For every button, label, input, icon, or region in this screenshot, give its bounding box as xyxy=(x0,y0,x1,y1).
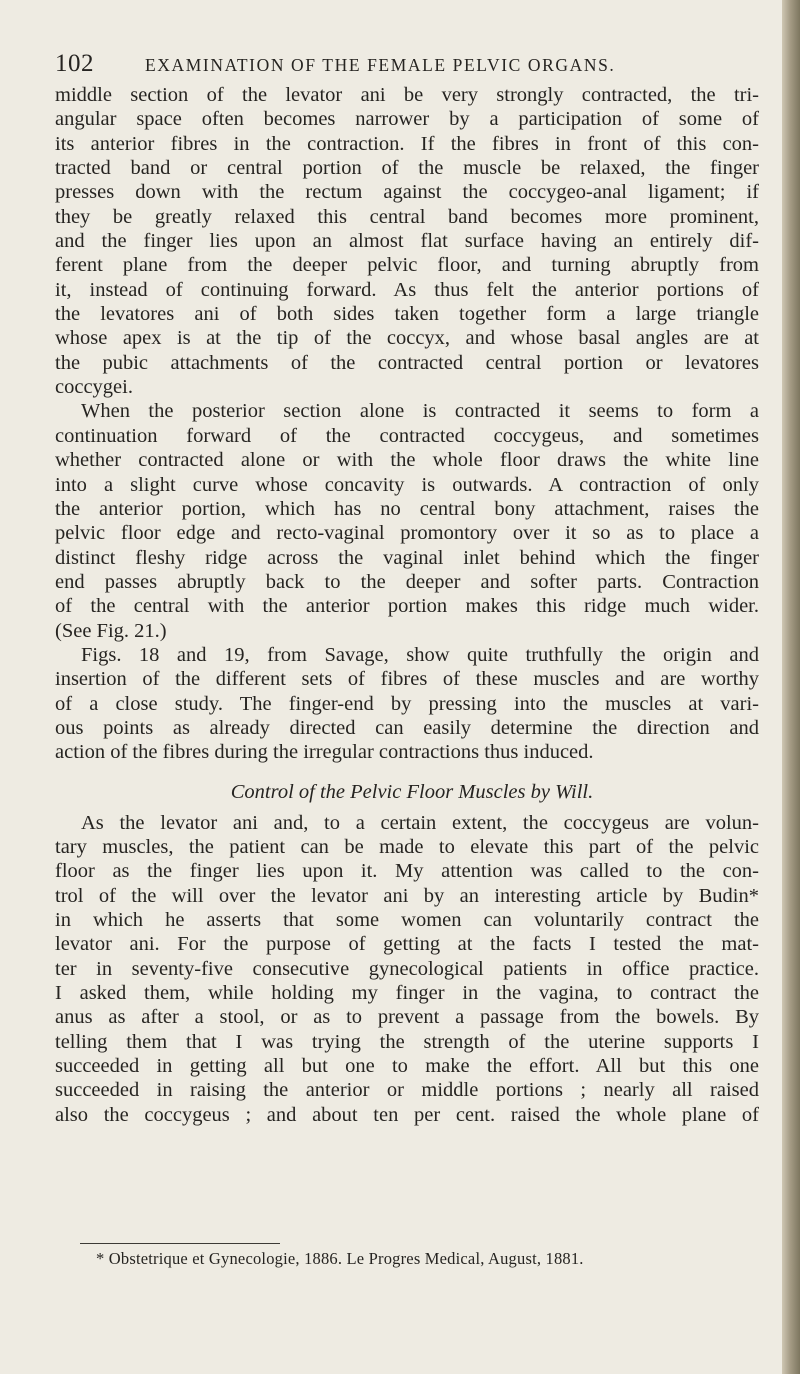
text-line: of a close study. The finger-end by pressing into the muscles at vari- xyxy=(55,692,759,715)
text-line: anus as after a stool, or as to prevent a passage from the bowels. By xyxy=(55,1006,759,1029)
text-line: also the coccygeus ; and about ten per cent. raised the whole plane of xyxy=(55,1103,759,1126)
paragraph xyxy=(55,811,759,1127)
running-head: EXAMINATION OF THE FEMALE PELVIC ORGANS. xyxy=(145,55,616,75)
text-line: angular space often becomes narrower by a participation of some of xyxy=(55,108,759,131)
text-line: ous points as already directed can easily determine the direction and xyxy=(55,716,759,739)
text-line: tary muscles, the patient can be made to elevate this part of the pelvic xyxy=(55,835,759,858)
text-line: into a slight curve whose concavity is outwards. A contraction of only xyxy=(55,473,759,496)
paragraph xyxy=(55,83,759,399)
text-line: pelvic floor edge and recto-vaginal promontory over it so as to place a xyxy=(55,522,759,545)
text-line: its anterior fibres in the contraction. If the fibres in front of this con- xyxy=(55,132,759,155)
text-line: As the levator ani and, to a certain extent, the coccygeus are volun- xyxy=(81,811,759,834)
text-line: insertion of the different sets of fibres of these muscles and are worthy xyxy=(55,668,759,691)
text-line: they be greatly relaxed this central band becomes more prominent, xyxy=(55,205,759,228)
text-line: (See Fig. 21.) xyxy=(55,619,167,642)
text-line: ferent plane from the deeper pelvic floor, and turning abruptly from xyxy=(55,254,759,277)
text-line: levator ani. For the purpose of getting at the facts I tested the mat- xyxy=(55,933,759,956)
page-edge-shadow xyxy=(782,0,800,1374)
text-line: coccygei. xyxy=(55,376,133,399)
text-line: of the central with the anterior portion makes this ridge much wider. xyxy=(55,595,759,618)
text-line: presses down with the rectum against the coccygeo-anal ligament; if xyxy=(55,181,759,204)
text-line: trol of the will over the levator ani by an interesting article by Budin* xyxy=(55,884,759,907)
text-line: and the finger lies upon an almost flat surface having an entirely dif- xyxy=(55,230,759,253)
footnote: * Obstetrique et Gynecologie, 1886. Le Progres Medical, August, 1881. xyxy=(96,1249,584,1268)
text-line: I asked them, while holding my finger in the vagina, to contract the xyxy=(55,982,759,1005)
text-line: end passes abruptly back to the deeper and softer parts. Contraction xyxy=(55,570,759,593)
text-line: continuation forward of the contracted coccygeus, and sometimes xyxy=(55,424,759,447)
text-line: whether contracted alone or with the whole floor draws the white line xyxy=(55,449,759,472)
text-line: Figs. 18 and 19, from Savage, show quite truthfully the origin and xyxy=(81,643,759,666)
section-heading: Control of the Pelvic Floor Muscles by Will. xyxy=(230,780,594,803)
text-line: it, instead of continuing forward. As thus felt the anterior portions of xyxy=(55,278,759,301)
text-line: in which he asserts that some women can voluntarily contract the xyxy=(55,909,759,931)
text-line: middle section of the levator ani be very strongly contracted, the tri- xyxy=(55,84,759,106)
text-line: whose apex is at the tip of the coccyx, and whose basal angles are at xyxy=(55,327,759,350)
text-line: tracted band or central portion of the muscle be relaxed, the finger xyxy=(55,157,759,180)
text-line: the anterior portion, which has no central bony attachment, raises the xyxy=(55,497,759,520)
text-line: the levatores ani of both sides taken together form a large triangle xyxy=(55,303,759,326)
text-line: action of the fibres during the irregular contractions thus induced. xyxy=(55,741,594,764)
text-line: When the posterior section alone is contracted it seems to form a xyxy=(81,400,759,423)
text-line: the pubic attachments of the contracted central portion or levatores xyxy=(55,351,759,374)
paragraph xyxy=(55,643,759,765)
footnote-rule xyxy=(80,1243,280,1244)
text-line: succeeded in getting all but one to make the effort. All but this one xyxy=(55,1055,759,1078)
paragraph xyxy=(55,399,759,642)
text-line: telling them that I was trying the strength of the uterine supports I xyxy=(55,1030,759,1053)
text-line: ter in seventy-five consecutive gynecological patients in office practice. xyxy=(55,957,759,980)
text-line: floor as the finger lies upon it. My attention was called to the con- xyxy=(55,860,759,883)
text-line: distinct fleshy ridge across the vaginal inlet behind which the finger xyxy=(55,546,759,569)
page-header xyxy=(55,50,755,84)
text-line: succeeded in raising the anterior or middle portions ; nearly all raised xyxy=(55,1079,759,1102)
page-number: 102 xyxy=(55,50,94,77)
body-text xyxy=(55,83,759,1127)
